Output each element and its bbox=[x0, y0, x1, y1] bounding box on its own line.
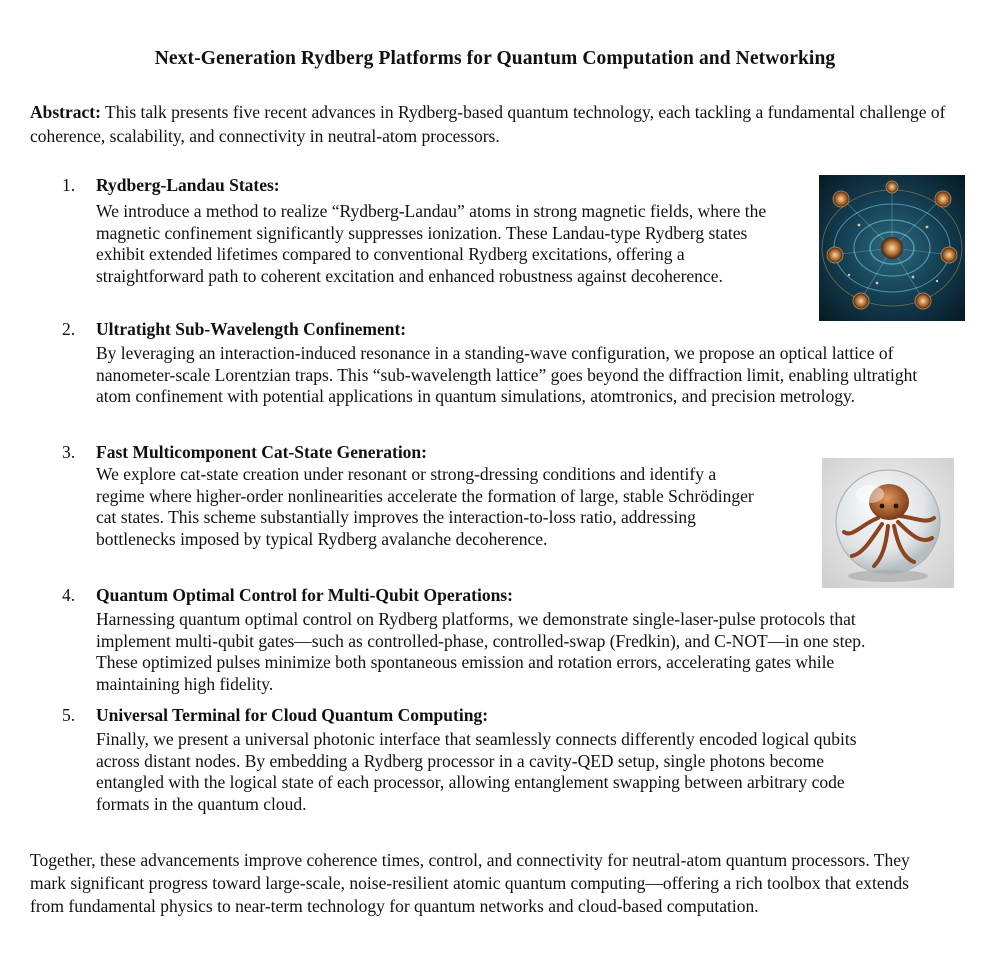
rydberg-atom-lattice-illustration bbox=[819, 175, 965, 321]
item-heading: Quantum Optimal Control for Multi-Qubit Operations: bbox=[96, 585, 513, 605]
abstract-paragraph bbox=[30, 100, 950, 148]
item-heading: Rydberg-Landau States: bbox=[96, 175, 280, 195]
abstract-text: This talk presents five recent advances in Rydberg-based quantum technology, each tackling a fundamental challenge of coherence, scalability, and connectivity in neutral-atom processors. bbox=[30, 102, 946, 146]
octopus-in-glass-sphere-illustration bbox=[822, 458, 954, 588]
item-number: 5. bbox=[62, 705, 76, 725]
item-heading: Universal Terminal for Cloud Quantum Computing: bbox=[96, 705, 489, 725]
item-body: We introduce a method to realize “Rydberg-Landau” atoms in strong magnetic fields, where the magnetic confinement significantly suppresses ionization. These Landau-type Rydberg states exhibit extended lifetimes compared to conventional Rydberg excitations, offering a straightforward path to coherent excitation and enhanced robustness against decoherence. bbox=[96, 201, 767, 286]
item-number: 2. bbox=[62, 319, 76, 339]
item-number: 4. bbox=[62, 585, 76, 605]
item-number: 1. bbox=[62, 175, 76, 195]
item-body: We explore cat-state creation under resonant or strong-dressing conditions and identify a regime where higher-order nonlinearities accelerate the formation of large, stable Schrödinger cat states. This scheme substantially improves the interaction-to-loss ratio, addressing bottlenecks imposed by typical Rydberg avalanche decoherence. bbox=[96, 464, 754, 549]
item-number: 3. bbox=[62, 442, 76, 462]
item-body: Finally, we present a universal photonic interface that seamlessly connects differently encoded logical qubits across distant nodes. By embedding a Rydberg processor in a cavity-QED setup, single photons become entangled with the logical state of each processor, allowing entanglement swapping between arbitrary code formats in the quantum cloud. bbox=[96, 729, 857, 814]
item-body: Harnessing quantum optimal control on Rydberg platforms, we demonstrate single-laser-pulse protocols that implement multi-qubit gates—such as controlled-phase, controlled-swap (Fredkin), and C-NOT—in one step. These optimized pulses minimize both spontaneous emission and rotation errors, accelerating gates while maintaining high fidelity. bbox=[96, 609, 866, 694]
item-heading: Fast Multicomponent Cat-State Generation: bbox=[96, 442, 427, 462]
item-heading: Ultratight Sub-Wavelength Confinement: bbox=[96, 319, 407, 339]
conclusion-paragraph: Together, these advancements improve coherence times, control, and connectivity for neutral-atom quantum processors. They mark significant progress toward large-scale, noise-resilient atomic quantum computing—offering a rich toolbox that extends from fundamental physics to near-term technology for quantum networks and cloud-based computation. bbox=[30, 850, 910, 916]
abstract-label: Abstract: bbox=[30, 102, 101, 122]
item-body: By leveraging an interaction-induced resonance in a standing-wave configuration, we propose an optical lattice of nanometer-scale Lorentzian traps. This “sub-wavelength lattice” goes beyond the diffraction limit, enabling ultratight atom confinement with potential applications in quantum simulations, atomtronics, and precision metrology. bbox=[96, 343, 918, 406]
document-title: Next-Generation Rydberg Platforms for Quantum Computation and Networking bbox=[154, 48, 836, 69]
